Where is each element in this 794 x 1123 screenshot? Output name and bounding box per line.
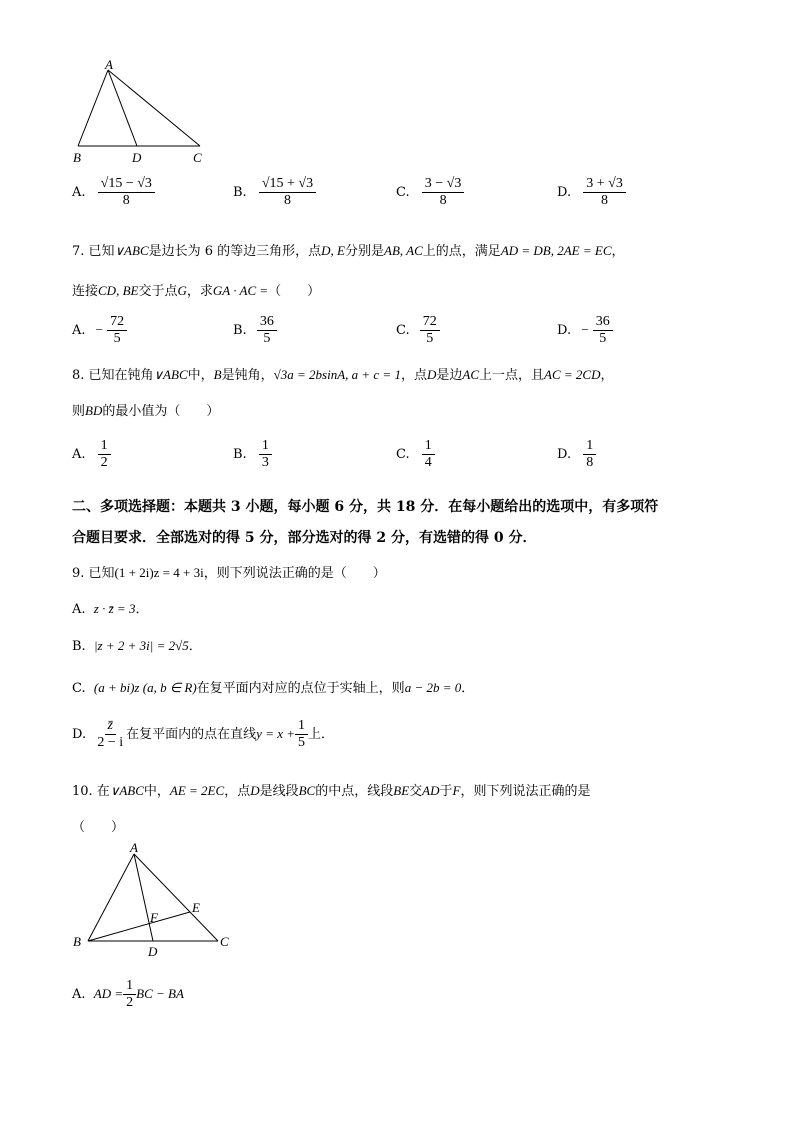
fig2-label-f: F [150,910,158,925]
section2-heading-line2: 合题目要求．全部选对的得 5 分，部分选对的得 2 分，有选错的得 0 分． [72,530,537,546]
q9-option-a[interactable]: A. z · z̄ = 3． [72,601,149,617]
q8-stem-line1: 8. 已知在钝角∨ABC中，B是钝角，√3a = 2bsinA, a + c = 1，点D是边AC上一点，且AC = 2CD， [72,367,614,383]
q6-option-d[interactable]: D. $\frac{3 + √3}{8}$ [557,176,626,209]
q7-stem-line2: 连接CD, BE交于点G，求GA · AC =（ ） [72,283,321,299]
q8-option-c[interactable]: C. $\frac{1}{4}$ [396,438,435,471]
fig1-label-d: D [132,150,142,165]
q6-option-c[interactable]: C. $\frac{3 - √3}{8}$ [396,176,464,209]
q9-option-d[interactable]: D. $\frac{z̄}{2 - i}$ 在复平面内的点在直线y = x + $\frac{1}{5}$ 上． [72,718,335,750]
fig2-label-c: C [220,934,229,949]
q7-option-c[interactable]: C. $\frac{72}{5}$ [396,314,440,347]
q9-stem: 9. 已知(1 + 2i)z = 4 + 3i，则下列说法正确的是（ ） [72,565,386,581]
q10-stem-line2: （ ） [72,820,125,835]
q9-option-b[interactable]: B. |z + 2 + 3i| = 2√5． [72,638,202,654]
q6-option-a[interactable]: A. $\frac{√15 - √3}{8}$ [72,176,155,209]
fig2-label-e: E [192,900,200,915]
q9-option-c[interactable]: C. (a + bi)z (a, b ∈ R)在复平面内对应的点位于实轴上，则a − 2b = 0． [72,680,475,696]
fig1-label-a: A [105,58,113,72]
section2-heading-line1: 二、多项选择题：本题共 3 小题，每小题 6 分，共 18 分．在每小题给出的选项中，有多项符 [72,499,659,515]
figure-triangle-abc-d [70,58,210,166]
fig1-label-b: B [73,150,81,165]
q7-option-a[interactable]: A. − $\frac{72}{5}$ [72,314,127,347]
figure-triangle-abc-def [70,842,240,960]
q7-option-d[interactable]: D. − $\frac{36}{5}$ [557,314,613,347]
fig1-label-c: C [193,150,202,165]
q10-option-a[interactable]: A. AD = $\frac{1}{2}$ BC − BA [72,978,184,1010]
q6-option-b[interactable]: B. $\frac{√15 + √3}{8}$ [233,176,316,209]
q8-option-a[interactable]: A. $\frac{1}{2}$ [72,438,111,471]
q10-stem-line1: 10. 在∨ABC中，AE = 2EC，点D是线段BC的中点，线段BE交AD于F，则下列说法正确的是 [72,783,591,799]
q8-stem-line2: 则BD的最小值为（ ） [72,403,220,419]
fig2-label-d: D [148,944,158,959]
q7-option-b[interactable]: B. $\frac{36}{5}$ [233,314,277,347]
fig2-label-b: B [73,934,81,949]
fig2-label-a: A [130,842,138,855]
q8-option-b[interactable]: B. $\frac{1}{3}$ [233,438,272,471]
q8-option-d[interactable]: D. $\frac{1}{8}$ [557,438,596,471]
q7-stem-line1: 7. 已知∨ABC是边长为 6 的等边三角形，点D, E分别是AB, AC上的点，满足AD = DB, 2AE = EC， [72,243,625,259]
